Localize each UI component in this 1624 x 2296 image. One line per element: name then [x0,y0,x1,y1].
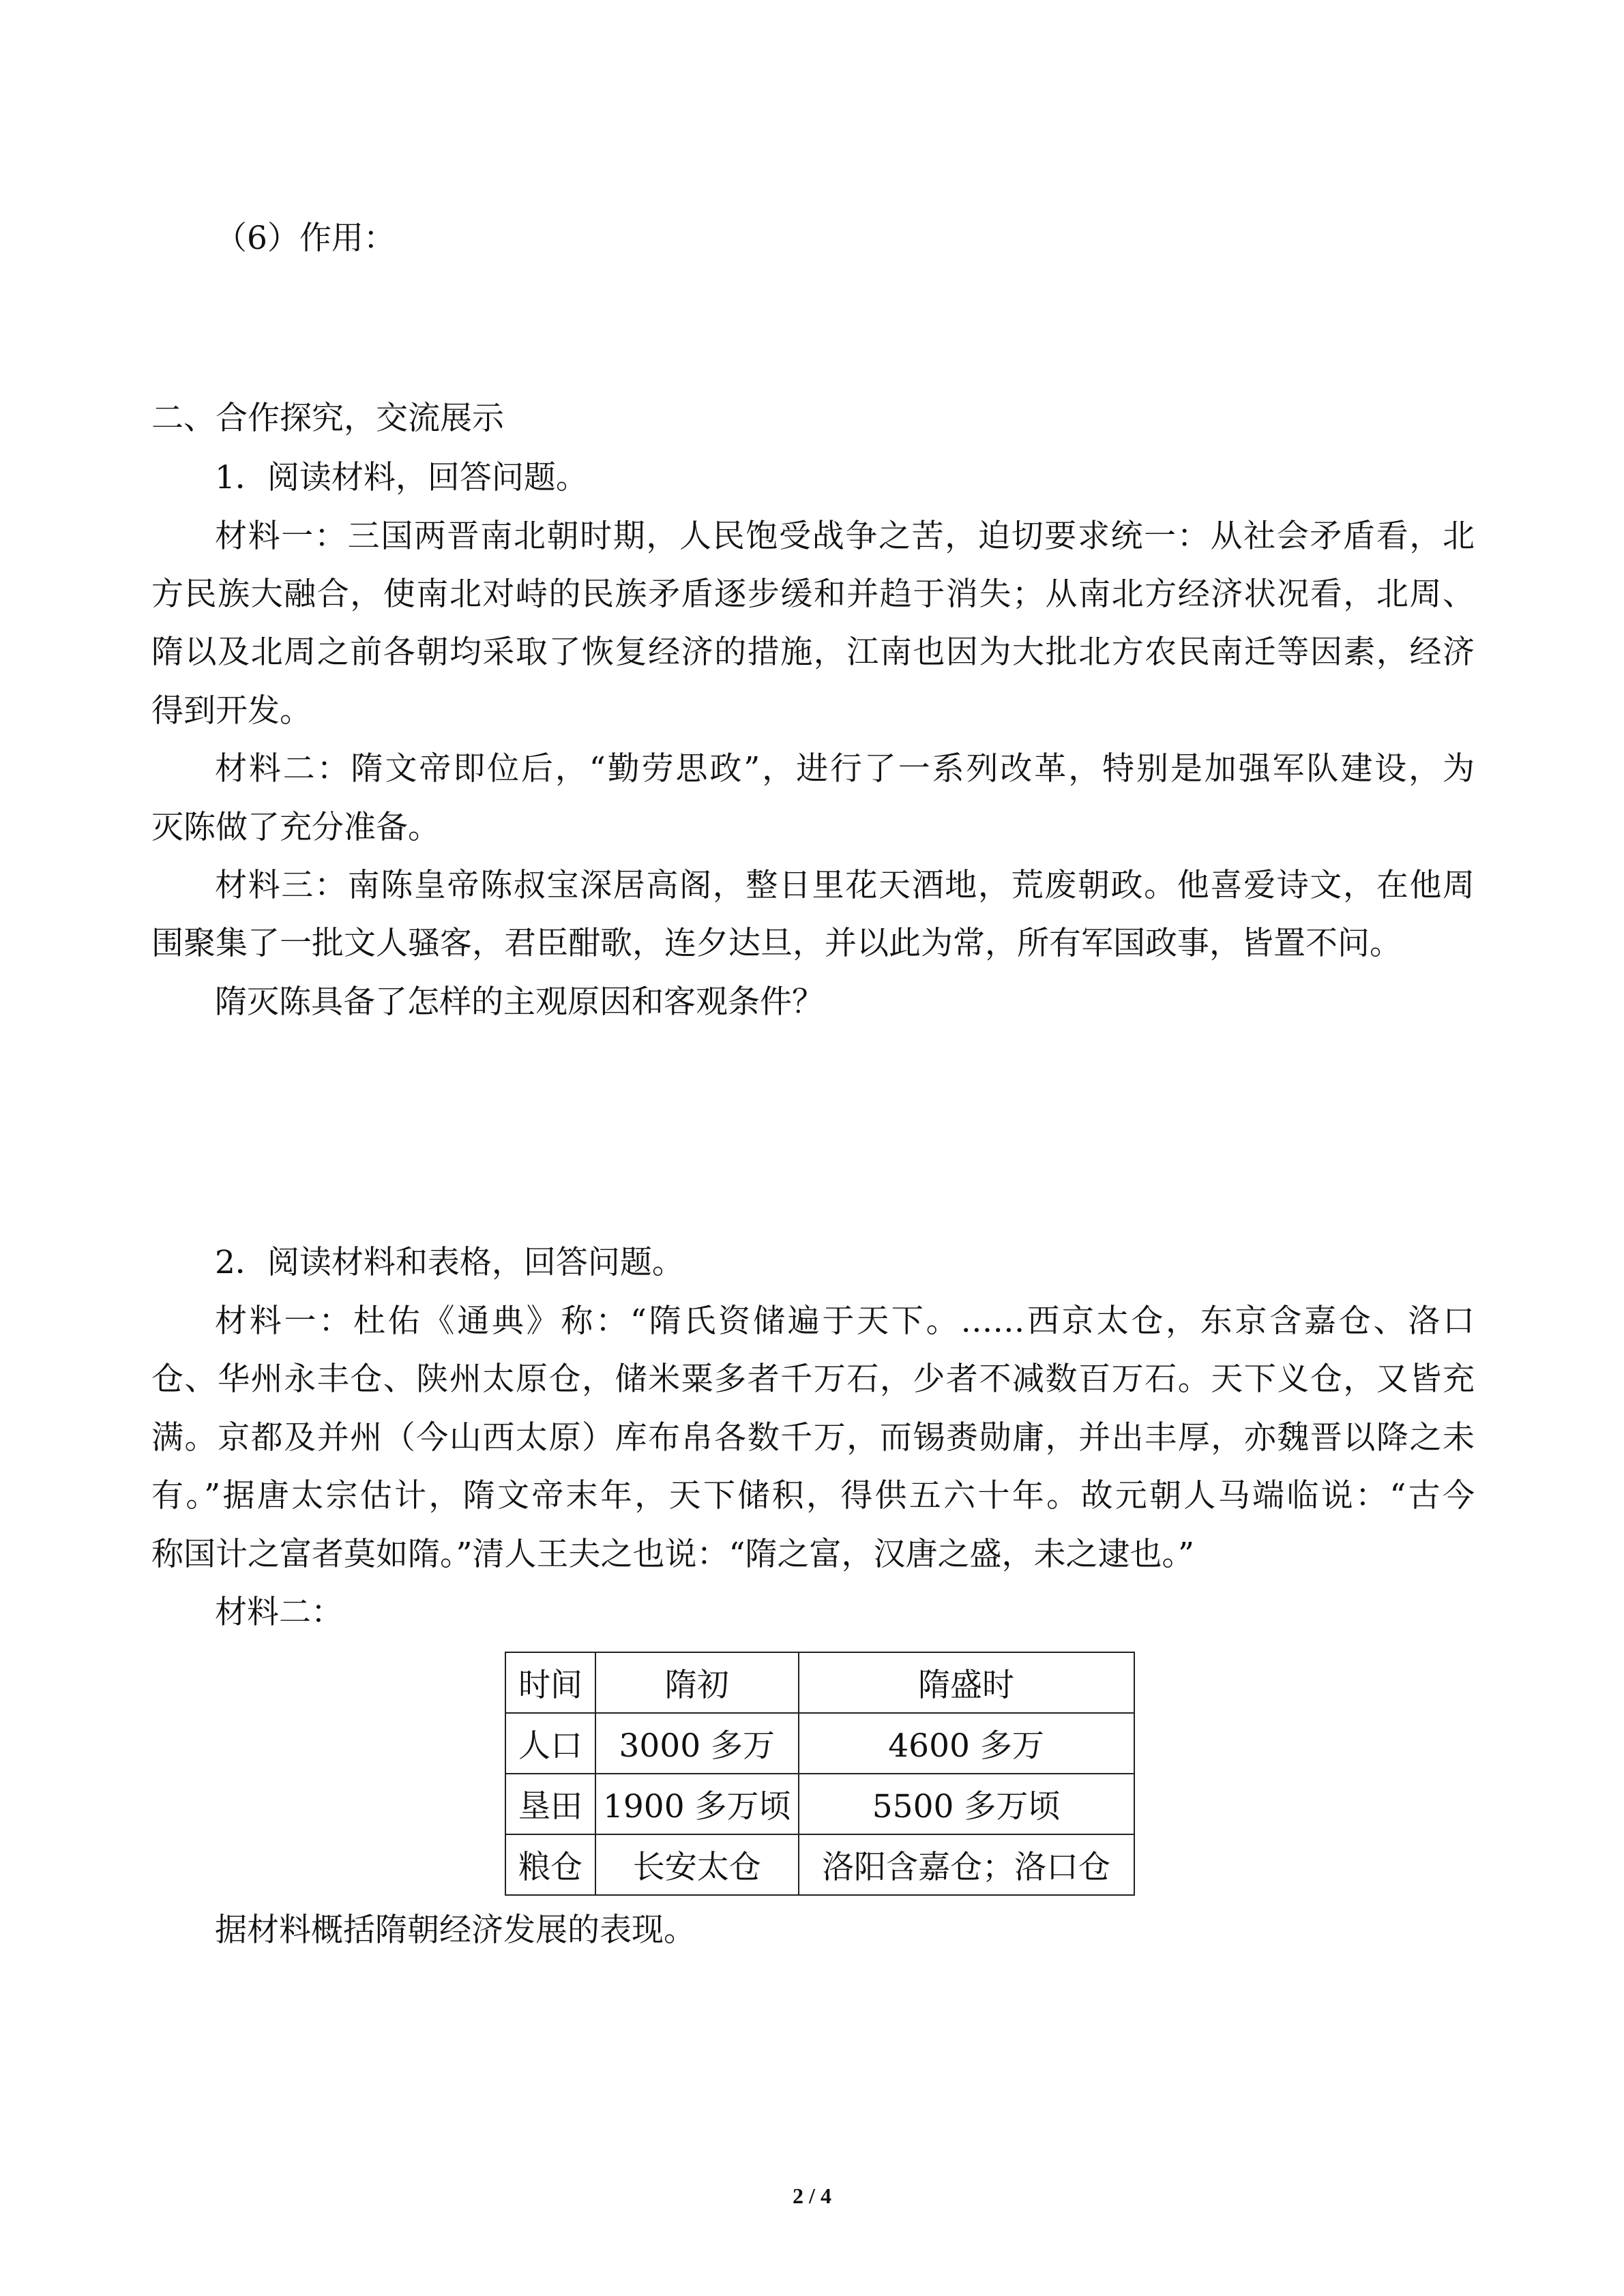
table-cell: 3000 多万 [595,1713,799,1774]
table-cell: 4600 多万 [799,1713,1134,1774]
q2-material-1-line-4: 有。”据唐太宗估计，隋文帝末年，天下储积，得供五六十年。故元朝人马端临说：“古今 [151,1477,1475,1515]
table-cell: 粮仓 [505,1834,595,1895]
q1-material-3-line-1: 材料三：南陈皇帝陈叔宝深居高阁，整日里花天酒地，荒废朝政。他喜爱诗文，在他周 [215,867,1475,904]
q1-material-1-line-1: 材料一：三国两晋南北朝时期，人民饱受战争之苦，迫切要求统一：从社会矛盾看，北 [215,518,1475,555]
question-2-title: 2．阅读材料和表格，回答问题。 [215,1244,684,1281]
q2-material-1-line-3: 满。京都及并州（今山西太原）库布帛各数千万，而锡赉勋庸，并出丰厚，亦魏晋以降之未 [151,1419,1475,1457]
question-1-prompt: 隋灭陈具备了怎样的主观原因和客观条件？ [215,983,824,1021]
q1-material-1-line-4: 得到开发。 [151,692,312,730]
table-cell: 1900 多万顷 [595,1774,799,1834]
table-row [505,1834,1134,1895]
section-heading-cooperative-inquiry: 二、合作探究，交流展示 [151,400,504,437]
q1-material-2-line-2: 灭陈做了充分准备。 [151,809,440,846]
q1-material-2-line-1: 材料二：隋文帝即位后，“勤劳思政”，进行了一系列改革，特别是加强军队建设，为 [215,750,1475,788]
q2-material-2-label: 材料二： [215,1594,343,1631]
question-1-title: 1．阅读材料，回答问题。 [215,459,588,496]
q1-material-3-line-2: 围聚集了一批文人骚客，君臣酣歌，连夕达旦，并以此为常，所有军国政事，皆置不问。 [151,925,1402,962]
table-row [505,1774,1134,1834]
q2-material-1-line-1: 材料一：杜佑《通典》称：“隋氏资储遍于天下。……西京太仓，东京含嘉仓、洛口 [215,1302,1475,1340]
q1-material-1-line-2: 方民族大融合，使南北对峙的民族矛盾逐步缓和并趋于消失；从南北方经济状况看，北周、 [151,576,1475,613]
question-2-prompt: 据材料概括隋朝经济发展的表现。 [215,1911,696,1949]
table-cell: 垦田 [505,1774,595,1834]
table-header-cell: 隋盛时 [799,1652,1134,1713]
table-cell: 长安太仓 [595,1834,799,1895]
q2-material-1-line-2: 仓、华州永丰仓、陕州太原仓，储米粟多者千万石，少者不减数百万石。天下义仓，又皆充 [151,1360,1475,1398]
q2-material-1-line-5: 称国计之富者莫如隋。”清人王夫之也说：“隋之富，汉唐之盛，未之逮也。” [151,1536,1195,1573]
table-header-cell: 隋初 [595,1652,799,1713]
table-row [505,1713,1134,1774]
page-number: 2 / 4 [793,2183,831,2208]
item-6-effect: （6）作用： [215,220,396,257]
table-header-row [505,1652,1134,1713]
table-cell: 人口 [505,1713,595,1774]
sui-economy-table [505,1652,1135,1896]
table-cell: 洛阳含嘉仓；洛口仓 [799,1834,1134,1895]
table-cell: 5500 多万顷 [799,1774,1134,1834]
q1-material-1-line-3: 隋以及北周之前各朝均采取了恢复经济的措施，江南也因为大批北方农民南迁等因素，经济 [151,633,1475,671]
table-header-cell: 时间 [505,1652,595,1713]
